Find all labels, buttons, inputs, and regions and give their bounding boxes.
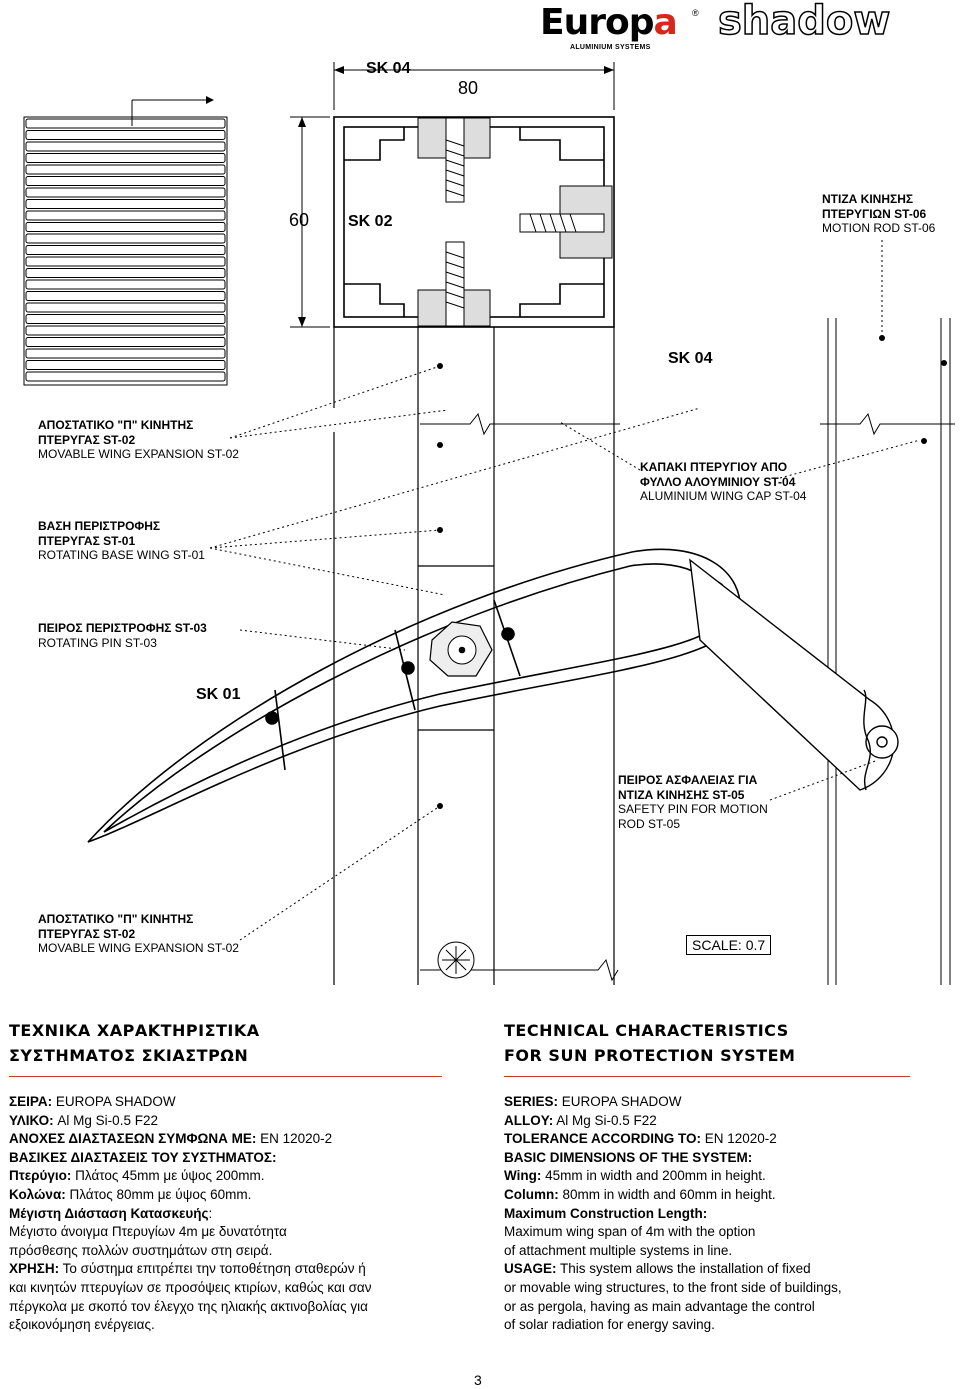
- section-mark-sk04-top: SK 04: [366, 60, 411, 77]
- english-wing: Wing: 45mm in width and 200mm in height.: [504, 1168, 766, 1184]
- greek-max: Μέγιστη Διάσταση Κατασκευής:: [9, 1205, 213, 1221]
- brand-product-word: shadow: [718, 0, 891, 44]
- greek-max-v1: Μέγιστο άνοιγμα Πτερυγίων 4m με δυνατότητα: [9, 1224, 287, 1240]
- english-tolerance: TOLERANCE ACCORDING TO: EN 12020-2: [504, 1131, 777, 1147]
- label-motion-rod: [822, 192, 935, 236]
- louver-slat: [26, 234, 225, 243]
- english-series: SERIES: EUROPA SHADOW: [504, 1094, 682, 1109]
- label-safe-gr1: ΠΕΙΡΟΣ ΑΣΦΑΛΕΙΑΣ ΓΙΑ: [618, 773, 758, 787]
- label-base-en: ROTATING BASE WING ST-01: [38, 548, 205, 562]
- greek-basic: ΒΑΣΙΚΕΣ ΔΙΑΣΤΑΣΕΙΣ ΤΟΥ ΣΥΣΤΗΜΑΤΟΣ:: [9, 1149, 277, 1165]
- english-basic: BASIC DIMENSIONS OF THE SYSTEM:: [504, 1149, 753, 1165]
- section-mark-sk02: SK 02: [348, 213, 393, 230]
- english-max-v2: of attachment multiple systems in line.: [504, 1242, 733, 1258]
- louver-slat: [26, 292, 225, 301]
- label-safe-en1: SAFETY PIN FOR MOTION: [618, 802, 768, 816]
- louver-slat: [26, 154, 225, 163]
- label-exp1-gr1: ΑΠΟΣΤΑΤΙΚΟ "Π" ΚΙΝΗΤΗΣ: [38, 418, 194, 432]
- brand-logo-text: Europa: [540, 2, 677, 43]
- label-exp1-gr2: ΠΤΕΡΥΓΑΣ ST-02: [38, 432, 136, 447]
- greek-spec-text: [9, 1093, 449, 1335]
- greek-use-v3: πέργκολα με σκοπό τον έλεγχο της ηλιακής ακτινοβολίας για: [9, 1298, 368, 1314]
- louver-slat: [26, 165, 225, 174]
- greek-use-v4: εξοικονόμηση ενέργειας.: [9, 1317, 155, 1333]
- louver-slat: [26, 280, 225, 289]
- dimension-60: 60: [289, 210, 310, 230]
- english-title-rule: [504, 1076, 910, 1077]
- section-mark-sk04-right: SK 04: [668, 350, 713, 367]
- label-exp2-en: MOVABLE WING EXPANSION ST-02: [38, 941, 239, 955]
- english-alloy: ALLOY: Al Mg Si-0.5 F22: [504, 1112, 657, 1128]
- label-wing-cap: [640, 460, 806, 504]
- greek-column: Κολώνα: Πλάτος 80mm με ύψος 60mm.: [9, 1186, 252, 1202]
- louver-slat: [26, 211, 225, 220]
- label-safe-en2: ROD ST-05: [618, 816, 681, 831]
- english-title: [504, 1018, 795, 1068]
- label-cap-gr2: ΦΥΛΛΟ ΑΛΟΥΜΙΝΙΟΥ ST-04: [640, 474, 796, 489]
- label-exp2-gr1: ΑΠΟΣΤΑΤΙΚΟ "Π" ΚΙΝΗΤΗΣ: [38, 912, 194, 926]
- label-exp2-gr2: ΠΤΕΡΥΓΑΣ ST-02: [38, 926, 136, 941]
- greek-series: ΣΕΙΡΑ: EUROPA SHADOW: [9, 1094, 176, 1109]
- louver-slat: [26, 303, 225, 312]
- greek-title-line1: ΤΕΧΝΙΚΑ ΧΑΡΑΚΤΗΡΙΣΤΙΚΑ: [9, 1021, 260, 1040]
- greek-wing: Πτερύγιο: Πλάτος 45mm με ύψος 200mm.: [9, 1168, 265, 1184]
- louver-slat: [26, 200, 225, 209]
- label-pin-en: ROTATING PIN ST-03: [38, 635, 157, 650]
- english-column: Column: 80mm in width and 60mm in height.: [504, 1186, 776, 1202]
- motion-rod-lever: [690, 560, 898, 790]
- label-wing-expansion-bottom: [38, 912, 239, 956]
- english-use-v4: of solar radiation for energy saving.: [504, 1317, 715, 1333]
- label-motion-rod-en: MOTION ROD ST-06: [822, 221, 936, 235]
- greek-alloy: ΥΛΙΚΟ: Al Mg Si-0.5 F22: [9, 1112, 158, 1128]
- section-mark-sk01: SK 01: [196, 686, 241, 703]
- bottom-bolt-icon: [438, 942, 474, 978]
- louver-slat: [26, 257, 225, 266]
- louver-slat: [26, 361, 225, 370]
- louver-slat: [26, 315, 225, 324]
- label-exp1-en: MOVABLE WING EXPANSION ST-02: [38, 447, 239, 461]
- label-rotating-pin: [38, 621, 207, 650]
- louver-slat: [26, 131, 225, 140]
- label-cap-gr1: ΚΑΠΑΚΙ ΠΤΕΡΥΓΙΟΥ ΑΠΟ: [640, 460, 788, 474]
- louver-slat: [26, 142, 225, 151]
- label-base-gr1: ΒΑΣΗ ΠΕΡΙΣΤΡΟΦΗΣ: [38, 519, 161, 533]
- greek-title: [9, 1018, 260, 1068]
- louver-slat: [26, 177, 225, 186]
- greek-use: ΧΡΗΣΗ: Το σύστημα επιτρέπει την τοποθέτηση σταθερών ή: [9, 1261, 366, 1277]
- label-rotating-base: [38, 519, 205, 563]
- registered-mark: ®: [692, 8, 699, 18]
- louver-stack-illustration: [24, 117, 227, 385]
- label-pin-gr: ΠΕΙΡΟΣ ΠΕΡΙΣΤΡΟΦΗΣ ST-03: [38, 621, 207, 635]
- greek-title-rule: [9, 1076, 442, 1077]
- page-number: 3: [474, 1372, 482, 1388]
- louver-slat: [26, 188, 225, 197]
- louver-slat: [26, 246, 225, 255]
- english-title-line2: FOR SUN PROTECTION SYSTEM: [504, 1046, 796, 1065]
- greek-tolerance: ΑΝΟΧΕΣ ΔΙΑΣΤΑΣΕΩΝ ΣΥΜΦΩΝΑ ΜΕ: EN 12020-2: [9, 1131, 333, 1147]
- louver-slat: [26, 349, 225, 358]
- greek-title-line2: ΣΥΣΤΗΜΑΤΟΣ ΣΚΙΑΣΤΡΩΝ: [9, 1046, 249, 1065]
- louver-slat: [26, 119, 225, 128]
- label-motion-rod-gr1: ΝΤΙΖΑ ΚΙΝΗΣΗΣ: [822, 192, 914, 206]
- louver-slat: [26, 338, 225, 347]
- english-use-v2: or movable wing structures, to the front side of buildings,: [504, 1279, 842, 1295]
- label-safe-gr2: ΝΤΙΖΑ ΚΙΝΗΣΗΣ ST-05: [618, 787, 745, 802]
- english-title-line1: TECHNICAL CHARACTERISTICS: [504, 1021, 789, 1040]
- greek-max-v2: πρόσθεσης πολλών συστημάτων στη σειρά.: [9, 1242, 273, 1258]
- louver-slat: [26, 326, 225, 335]
- label-safety-pin: [618, 773, 768, 831]
- brand-logo-subtitle: ALUMINIUM SYSTEMS: [570, 44, 651, 51]
- english-max: Maximum Construction Length:: [504, 1205, 708, 1221]
- louver-slat: [26, 269, 225, 278]
- english-use-v3: or as pergola, having as main advantage the control: [504, 1298, 815, 1314]
- english-use: USAGE: This system allows the installation of fixed: [504, 1261, 811, 1277]
- label-motion-rod-gr2: ΠΤΕΡΥΓΙΩΝ ST-06: [822, 206, 927, 221]
- louver-slat: [26, 372, 225, 381]
- scale-box: SCALE: 0.7: [686, 935, 771, 955]
- label-cap-en: ALUMINIUM WING CAP ST-04: [640, 489, 807, 503]
- dimension-80: 80: [458, 78, 479, 98]
- greek-use-v2: και κινητών πτερυγίων σε προσόψεις κτιρίων, καθώς και σαν: [9, 1279, 372, 1295]
- english-spec-text: [504, 1093, 944, 1335]
- label-wing-expansion-top: [38, 418, 239, 462]
- louver-slat: [26, 223, 225, 232]
- english-max-v1: Maximum wing span of 4m with the option: [504, 1224, 756, 1240]
- label-base-gr2: ΠΤΕΡΥΓΑΣ ST-01: [38, 533, 136, 548]
